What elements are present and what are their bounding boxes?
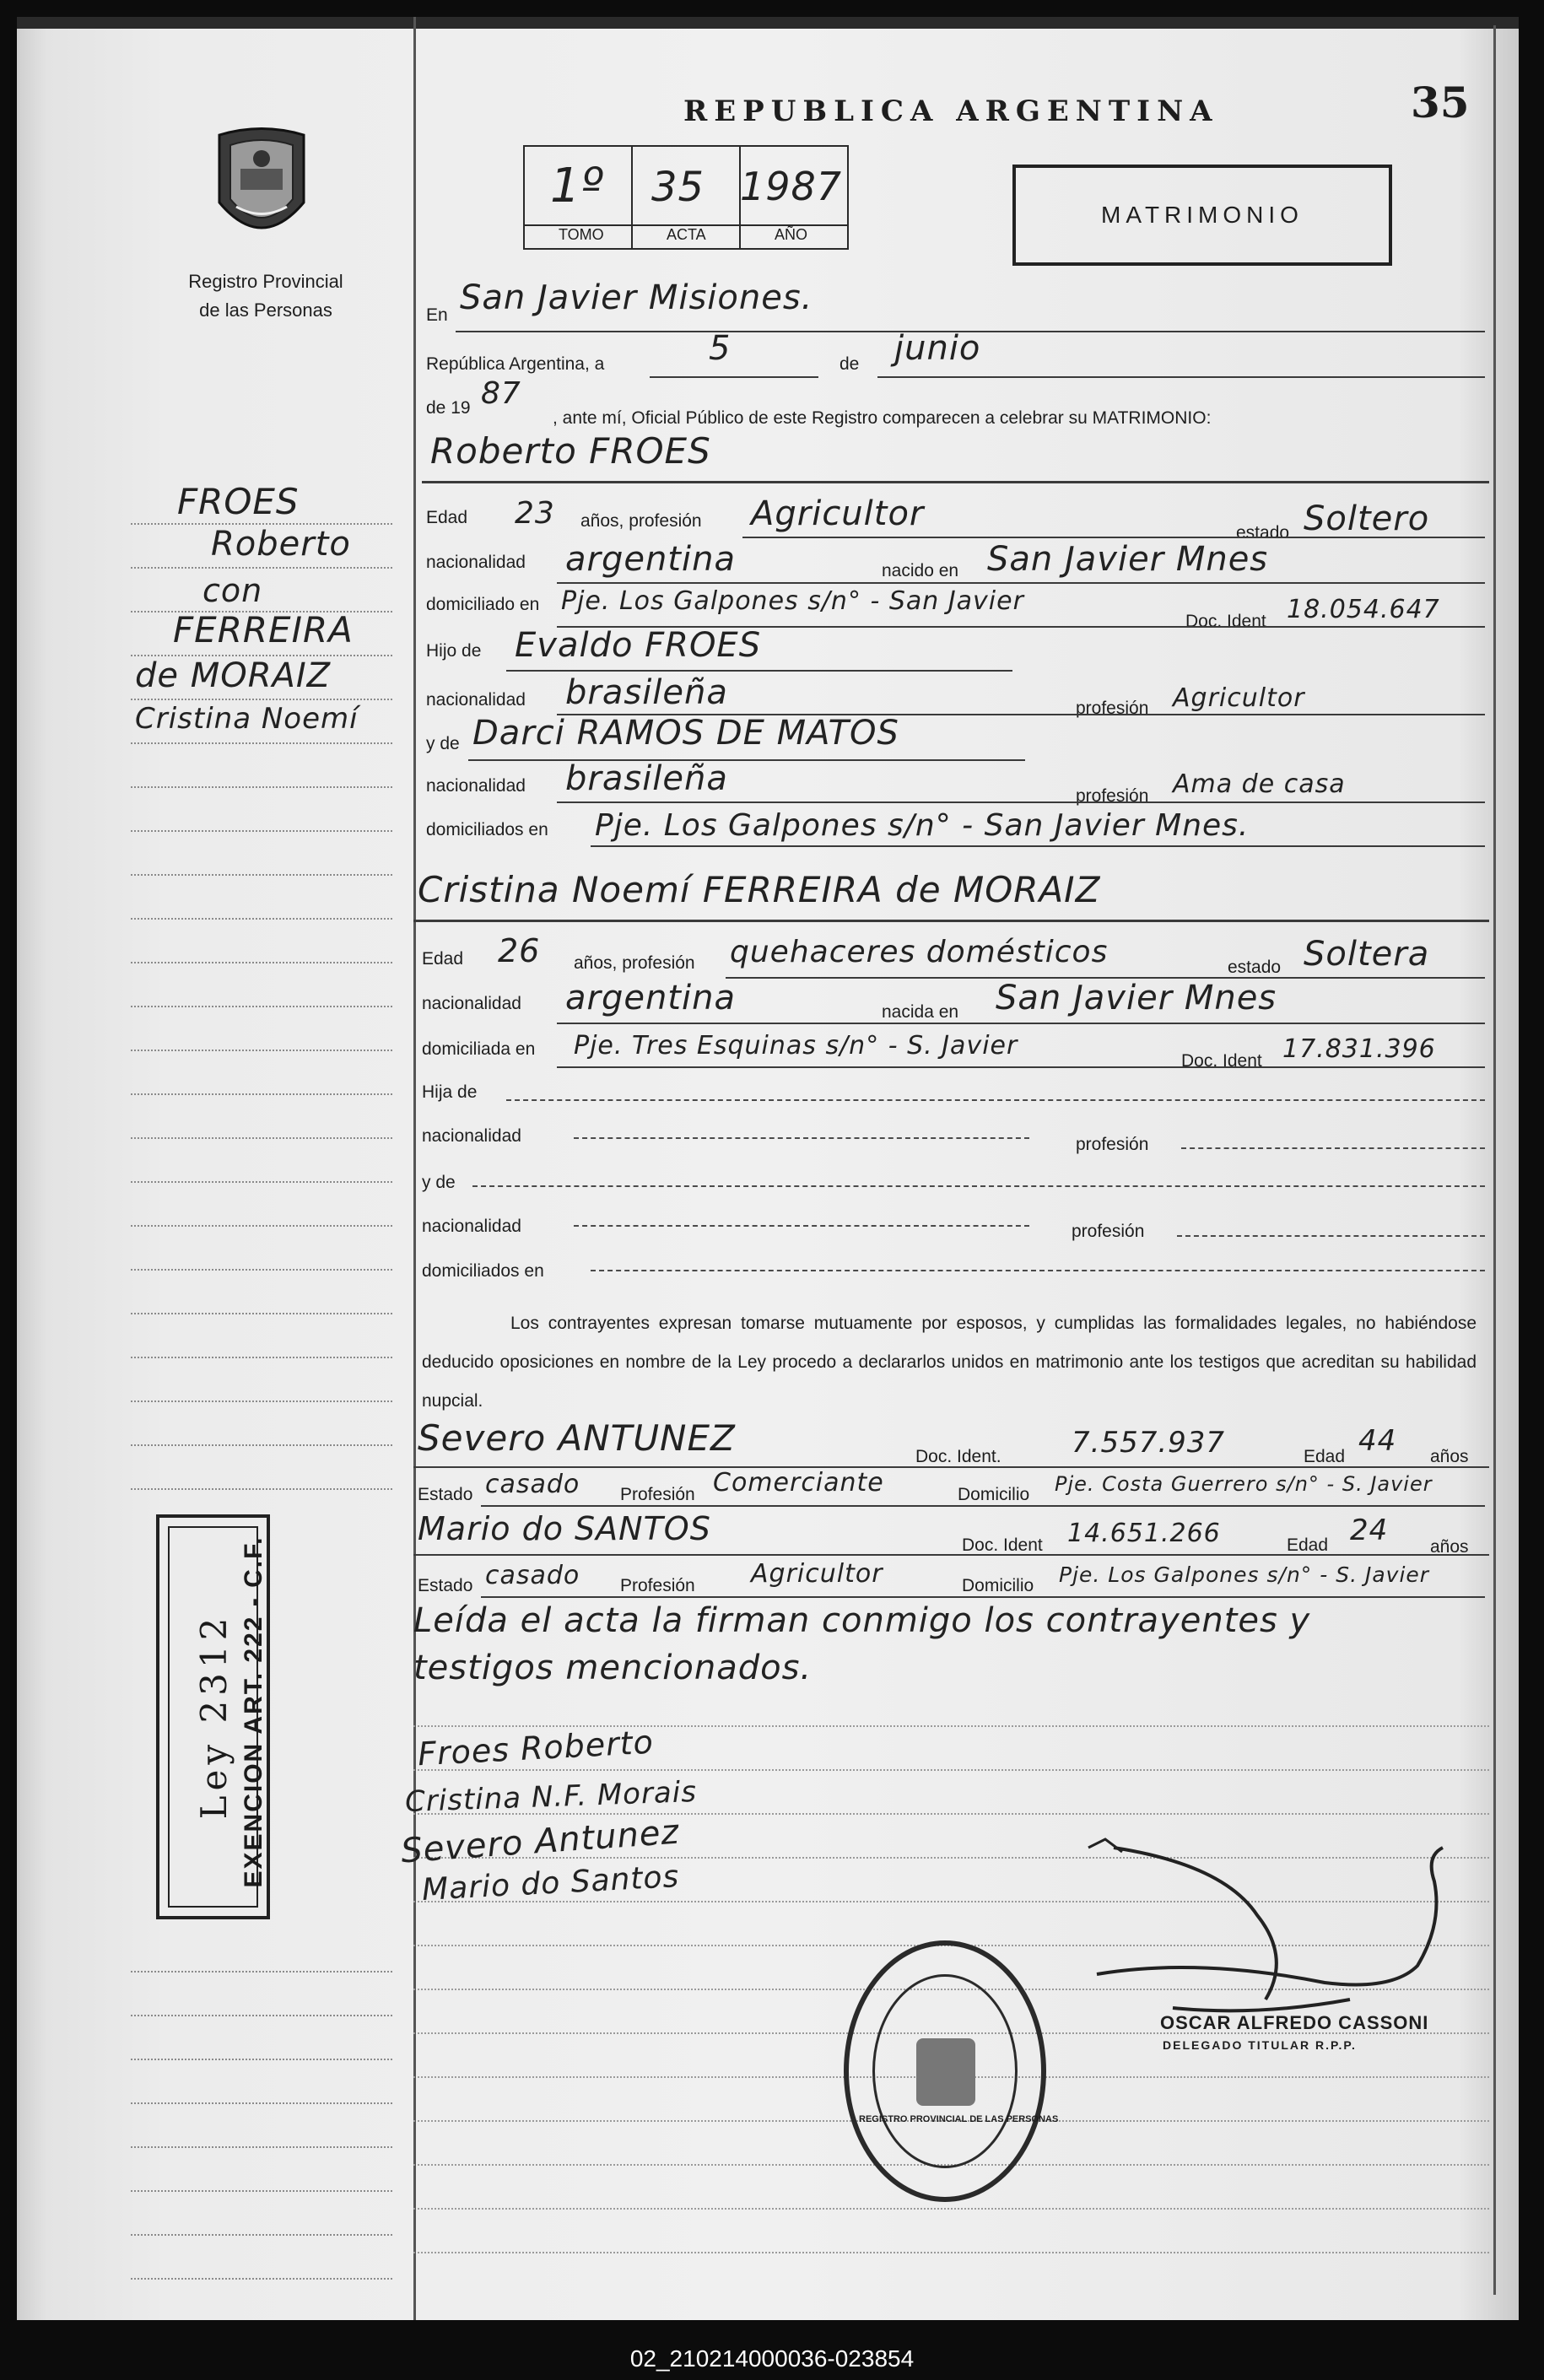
margin-dotted-line [131, 2059, 392, 2060]
margin-bride-surname2: de MORAIZ [135, 656, 332, 695]
margin-dotted-line [131, 2234, 392, 2236]
bride-profesion: quehaceres domésticos [730, 935, 1109, 969]
ruled-line [413, 2208, 1489, 2210]
registry-name: Registro Provincial de las Personas [188, 271, 343, 321]
margin-dotted-line [131, 1181, 392, 1183]
bride-domicilio: Pje. Tres Esquinas s/n° - S. Javier [574, 1031, 1018, 1060]
intro-text: , ante mí, Oficial Público de este Registro comparecen a celebrar su MATRIMONIO: [553, 408, 1212, 428]
margin-given-name: Roberto [211, 525, 351, 564]
acta-label: ACTA [667, 226, 706, 243]
groom-madre-nac-label: nacionalidad [426, 776, 526, 796]
groom-madre-prof: Ama de casa [1173, 769, 1346, 799]
closing-line2: testigos mencionados. [413, 1649, 812, 1687]
groom-nacionalidad: argentina [565, 540, 736, 579]
groom-profesion: Agricultor [751, 494, 925, 533]
groom-padre: Evaldo FROES [515, 626, 762, 665]
margin-dotted-line [131, 786, 392, 788]
witness1-edad-label: Edad [1304, 1447, 1346, 1466]
signature-groom: Froes Roberto [417, 1723, 655, 1773]
witness2-anos-label: años [1430, 1537, 1469, 1557]
de-label: de [839, 354, 860, 374]
witness2-estado-label: Estado [418, 1576, 473, 1595]
exemption-law: Ley 2312 [193, 1612, 235, 1820]
witness2-doc: 14.651.266 [1067, 1519, 1221, 1548]
official-name: OSCAR ALFREDO CASSONI [1160, 2012, 1429, 2033]
witness1-edad: 44 [1358, 1424, 1397, 1458]
exemption-stamp [156, 1514, 270, 1919]
margin-dotted-line [131, 1006, 392, 1007]
bride-doc-label: Doc. Ident [1181, 1051, 1262, 1071]
margin-dotted-line [131, 1050, 392, 1051]
witness1-domicilio: Pje. Costa Guerrero s/n° - S. Javier [1055, 1472, 1433, 1496]
provincial-crest-icon [207, 127, 316, 249]
record-type-box [1012, 165, 1392, 266]
witness2-profesion-label: Profesión [620, 1576, 695, 1595]
groom-madre: Darci RAMOS DE MATOS [472, 714, 899, 753]
image-code: 02_210214000036-023854 [629, 2345, 915, 2372]
margin-bride-given: Cristina Noemí [135, 702, 359, 736]
page-number: 35 [1411, 78, 1470, 127]
margin-dotted-line [131, 830, 392, 832]
bride-padre-prof-label: profesión [1076, 1135, 1149, 1154]
anio-label: AÑO [775, 226, 808, 243]
witness1-anos-label: años [1430, 1447, 1469, 1466]
bride-y-de-label: y de [422, 1173, 456, 1192]
bride-nacida-label: nacida en [882, 1002, 959, 1022]
tomo-label: TOMO [559, 226, 604, 243]
groom-estado: Soltero [1304, 499, 1430, 538]
seal-emblem-icon [916, 2038, 975, 2106]
bride-nacida: San Javier Mnes [996, 979, 1277, 1017]
margin-dotted-line [131, 1488, 392, 1490]
groom-nacido-label: nacido en [882, 561, 959, 580]
bride-doc: 17.831.396 [1282, 1034, 1436, 1064]
groom-madre-prof-label: profesión [1076, 786, 1149, 806]
closing-line1: Leída el acta la firman conmigo los contrayentes y [413, 1601, 1311, 1640]
exemption-article: EXENCION ART. 222 - C.F. [240, 1535, 267, 1888]
margin-dotted-line [131, 1137, 392, 1139]
bride-estado-label: estado [1228, 958, 1282, 977]
groom-padre-nac-label: nacionalidad [426, 690, 526, 710]
margin-dotted-line [131, 1444, 392, 1446]
bride-padre-nac-label: nacionalidad [422, 1126, 521, 1146]
month: junio [894, 329, 981, 368]
groom-domiciliado-label: domiciliado en [426, 595, 540, 614]
witness1-estado-label: Estado [418, 1485, 473, 1504]
groom-y-de-label: y de [426, 734, 460, 753]
signature-bride: Cristina N.F. Morais [404, 1774, 698, 1820]
margin-dotted-line [131, 742, 392, 744]
anio-value: 1987 [740, 164, 843, 209]
margin-dotted-line [131, 1313, 392, 1314]
margin-dotted-line [131, 918, 392, 920]
bride-nacionalidad-label: nacionalidad [422, 994, 521, 1013]
witness2-estado: casado [485, 1561, 580, 1590]
witness2-doc-label: Doc. Ident [962, 1535, 1043, 1555]
bride-domiciliados-label: domiciliados en [422, 1261, 544, 1281]
groom-padre-prof-label: profesión [1076, 699, 1149, 718]
year-prefix: de 19 [426, 398, 471, 418]
bride-hija-label: Hija de [422, 1082, 478, 1102]
place: San Javier Misiones. [460, 278, 813, 317]
groom-estado-label: estado [1236, 523, 1290, 542]
margin-dotted-line [131, 2015, 392, 2016]
witness2-edad: 24 [1350, 1514, 1389, 1547]
margin-dotted-line [131, 2278, 392, 2280]
seal-text: REGISTRO PROVINCIAL DE LAS PERSONAS [859, 2114, 1059, 2124]
bride-madre-prof-label: profesión [1072, 1222, 1145, 1241]
witness2-domicilio: Pje. Los Galpones s/n° - S. Javier [1059, 1562, 1430, 1587]
bride-edad: 26 [498, 932, 541, 969]
bride-domiciliada-label: domiciliada en [422, 1039, 536, 1059]
margin-divider [413, 17, 416, 2320]
margin-dotted-line [131, 962, 392, 963]
margin-bride-surname: FERREIRA [173, 609, 354, 650]
margin-surname: FROES [177, 481, 300, 522]
signature-witness1: Severo Antunez [399, 1812, 681, 1871]
witness1-domicilio-label: Domicilio [958, 1485, 1030, 1504]
witness2-profesion: Agricultor [751, 1559, 883, 1589]
groom-edad: 23 [515, 496, 555, 531]
country-title: REPUBLICA ARGENTINA [683, 94, 1219, 128]
right-border-line [1493, 25, 1496, 2295]
acta-value: 35 [651, 164, 705, 211]
groom-edad-label: Edad [426, 508, 468, 527]
groom-anos-prof-label: años, profesión [580, 511, 702, 531]
groom-domiciliados-label: domiciliados en [426, 820, 548, 839]
signature-witness2: Mario do Santos [421, 1859, 681, 1908]
groom-doc-label: Doc. Ident [1185, 612, 1266, 631]
margin-dotted-line [131, 1225, 392, 1227]
margin-dotted-line [131, 2146, 392, 2148]
groom-nacido: San Javier Mnes [987, 540, 1269, 579]
witness1-profesion: Comerciante [713, 1468, 884, 1498]
groom-padre-prof: Agricultor [1173, 683, 1305, 713]
margin-dotted-line [131, 699, 392, 700]
official-title: DELEGADO TITULAR R.P.P. [1163, 2038, 1357, 2052]
groom-name: Roberto FROES [430, 430, 711, 472]
declaration-text: Los contrayentes expresan tomarse mutuamente por esposos, y cumplidas las formalidades legales, no habiéndose deducido oposiciones en nombre de la Ley procedo a declararlos unidos en matrimonio ante los testigos que acreditan su habilidad nupcial. [422, 1314, 1477, 1411]
margin-dotted-line [131, 1269, 392, 1271]
year-suffix: 87 [481, 376, 521, 411]
margin-dotted-line [131, 1357, 392, 1358]
en-label: En [426, 305, 448, 325]
groom-nacionalidad-label: nacionalidad [426, 553, 526, 572]
groom-domicilio: Pje. Los Galpones s/n° - San Javier [561, 586, 1024, 616]
ruled-line [413, 2252, 1489, 2253]
bride-estado: Soltera [1304, 935, 1430, 974]
margin-con: con [202, 572, 263, 609]
margin-dotted-line [131, 1093, 392, 1095]
bride-edad-label: Edad [422, 949, 464, 969]
bride-anos-prof-label: años, profesión [574, 953, 695, 973]
day: 5 [709, 329, 732, 368]
ruled-line [413, 1813, 1489, 1815]
margin-dotted-line [131, 874, 392, 876]
record-number-box [523, 145, 849, 250]
witness1-doc: 7.557.937 [1072, 1426, 1226, 1460]
ruled-line [413, 1769, 1489, 1771]
registry-seal [844, 1940, 1059, 2202]
groom-padre-nac: brasileña [565, 673, 728, 712]
margin-dotted-line [131, 1400, 392, 1402]
witness2-edad-label: Edad [1287, 1535, 1329, 1555]
witness1-profesion-label: Profesión [620, 1485, 695, 1504]
bride-name: Cristina Noemí FERREIRA de MORAIZ [418, 869, 1101, 910]
groom-madre-nac: brasileña [565, 759, 728, 798]
witness1-estado: casado [485, 1470, 580, 1499]
witness1-name: Severo ANTUNEZ [418, 1417, 736, 1459]
groom-doc: 18.054.647 [1287, 595, 1440, 624]
official-signature-icon [1072, 1831, 1477, 2025]
tomo-value: 1º [550, 159, 605, 213]
margin-dotted-line [131, 2190, 392, 2192]
groom-hijo-label: Hijo de [426, 641, 482, 661]
margin-dotted-line [131, 567, 392, 569]
record-type: MATRIMONIO [1101, 202, 1304, 228]
bride-madre-nac-label: nacionalidad [422, 1217, 521, 1236]
republica-label: República Argentina, a [426, 354, 605, 374]
margin-dotted-line [131, 1971, 392, 1973]
margin-dotted-line [131, 2102, 392, 2104]
witness2-domicilio-label: Domicilio [962, 1576, 1034, 1595]
bride-nacionalidad: argentina [565, 979, 736, 1017]
groom-padres-domicilio: Pje. Los Galpones s/n° - San Javier Mnes. [595, 808, 1250, 843]
witness1-doc-label: Doc. Ident. [915, 1447, 1001, 1466]
witness2-name: Mario do SANTOS [418, 1510, 711, 1547]
